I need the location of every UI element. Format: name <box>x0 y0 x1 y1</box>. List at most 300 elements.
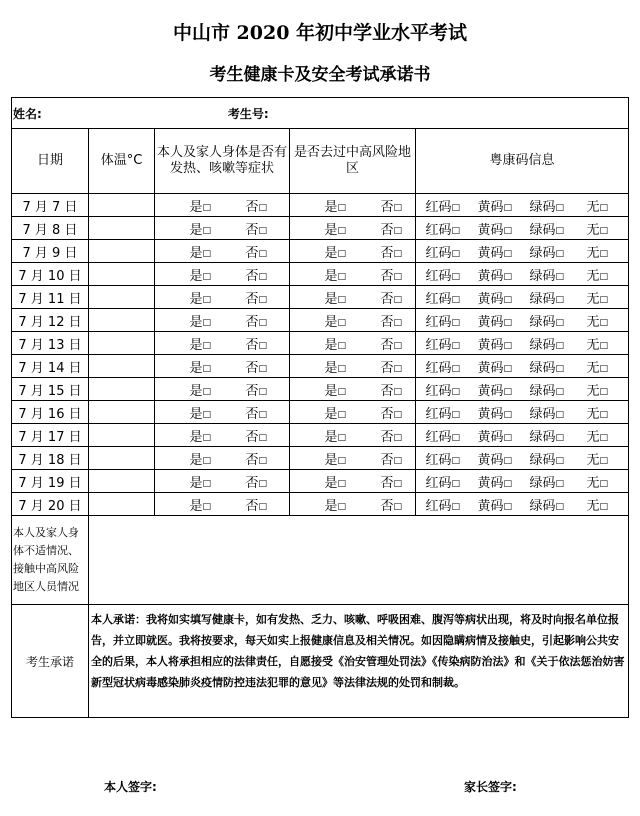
checkbox-icon[interactable]: □ <box>503 432 512 443</box>
green-code-option[interactable] <box>512 288 564 307</box>
yes-option[interactable] <box>290 403 346 422</box>
yes-option[interactable] <box>290 288 346 307</box>
yes-option[interactable] <box>290 426 346 445</box>
green-code-option[interactable] <box>512 449 564 468</box>
checkbox-icon[interactable]: □ <box>337 409 346 420</box>
checkbox-icon[interactable]: □ <box>555 501 564 512</box>
yellow-code-option[interactable] <box>460 288 512 307</box>
red-code-label: 红码 <box>425 406 452 422</box>
no-option[interactable] <box>211 196 267 215</box>
yellow-code-label: 黄码 <box>477 245 504 261</box>
yes-label: 是 <box>324 452 338 468</box>
no-code-option[interactable] <box>564 265 608 284</box>
name-row <box>12 98 629 129</box>
no-code-option[interactable] <box>564 311 608 330</box>
checkbox-icon[interactable]: □ <box>599 386 608 397</box>
green-code-option[interactable] <box>512 265 564 284</box>
yellow-code-label: 黄码 <box>477 268 504 284</box>
no-option[interactable] <box>346 357 402 376</box>
checkbox-icon[interactable]: □ <box>451 363 460 374</box>
checkbox-icon[interactable]: □ <box>202 317 211 328</box>
checkbox-icon[interactable]: □ <box>503 455 512 466</box>
no-code-option[interactable] <box>564 196 608 215</box>
no-option[interactable] <box>346 380 402 399</box>
yellow-code-option[interactable] <box>460 334 512 353</box>
checkbox-icon[interactable]: □ <box>202 340 211 351</box>
risk-answer-cell <box>290 309 416 332</box>
checkbox-icon[interactable]: □ <box>258 317 267 328</box>
yes-option[interactable] <box>155 334 211 353</box>
checkbox-icon[interactable]: □ <box>258 202 267 213</box>
green-code-option[interactable] <box>512 472 564 491</box>
checkbox-icon[interactable]: □ <box>599 248 608 259</box>
checkbox-icon[interactable]: □ <box>393 478 402 489</box>
checkbox-icon[interactable]: □ <box>393 340 402 351</box>
checkbox-icon[interactable]: □ <box>393 432 402 443</box>
no-option[interactable] <box>346 426 402 445</box>
yes-option[interactable] <box>155 311 211 330</box>
green-code-option[interactable] <box>512 357 564 376</box>
no-option[interactable] <box>346 449 402 468</box>
red-code-label: 红码 <box>425 452 452 468</box>
temperature-input[interactable] <box>89 286 155 309</box>
checkbox-icon[interactable]: □ <box>599 455 608 466</box>
checkbox-icon[interactable]: □ <box>202 501 211 512</box>
checkbox-icon[interactable]: □ <box>599 294 608 305</box>
no-code-option[interactable] <box>564 288 608 307</box>
checkbox-icon[interactable]: □ <box>451 409 460 420</box>
checkbox-icon[interactable]: □ <box>258 409 267 420</box>
checkbox-icon[interactable]: □ <box>451 294 460 305</box>
checkbox-icon[interactable]: □ <box>599 409 608 420</box>
checkbox-icon[interactable]: □ <box>599 478 608 489</box>
date-row <box>12 424 629 447</box>
checkbox-icon[interactable]: □ <box>202 271 211 282</box>
checkbox-icon[interactable]: □ <box>503 409 512 420</box>
checkbox-icon[interactable]: □ <box>503 340 512 351</box>
exam-number-label: 考生号: <box>227 106 269 121</box>
checkbox-icon[interactable]: □ <box>202 478 211 489</box>
checkbox-icon[interactable]: □ <box>503 501 512 512</box>
risk-answer-cell <box>290 378 416 401</box>
green-code-option[interactable] <box>512 403 564 422</box>
no-option[interactable] <box>346 196 402 215</box>
checkbox-icon[interactable]: □ <box>599 363 608 374</box>
temperature-input[interactable] <box>89 194 155 217</box>
checkbox-icon[interactable]: □ <box>555 271 564 282</box>
green-code-option[interactable] <box>512 242 564 261</box>
checkbox-icon[interactable]: □ <box>393 271 402 282</box>
checkbox-icon[interactable]: □ <box>599 340 608 351</box>
checkbox-icon[interactable]: □ <box>258 294 267 305</box>
checkbox-icon[interactable]: □ <box>451 248 460 259</box>
checkbox-icon[interactable]: □ <box>555 202 564 213</box>
red-code-option[interactable] <box>416 426 460 445</box>
green-code-option[interactable] <box>512 426 564 445</box>
checkbox-icon[interactable]: □ <box>503 317 512 328</box>
yellow-code-option[interactable] <box>460 357 512 376</box>
no-label: 否 <box>245 498 259 514</box>
date-row <box>12 217 629 240</box>
checkbox-icon[interactable]: □ <box>258 271 267 282</box>
green-code-option[interactable] <box>512 334 564 353</box>
checkbox-icon[interactable]: □ <box>503 225 512 236</box>
yes-option[interactable] <box>155 265 211 284</box>
no-code-option[interactable] <box>564 219 608 238</box>
temperature-input[interactable] <box>89 355 155 378</box>
checkbox-icon[interactable]: □ <box>337 271 346 282</box>
checkbox-icon[interactable]: □ <box>555 225 564 236</box>
yellow-code-option[interactable] <box>460 242 512 261</box>
checkbox-icon[interactable]: □ <box>555 317 564 328</box>
yes-option[interactable] <box>290 380 346 399</box>
yellow-code-option[interactable] <box>460 426 512 445</box>
checkbox-icon[interactable]: □ <box>555 455 564 466</box>
yellow-code-option[interactable] <box>460 311 512 330</box>
checkbox-icon[interactable]: □ <box>451 271 460 282</box>
checkbox-icon[interactable]: □ <box>337 501 346 512</box>
red-code-option[interactable] <box>416 219 460 238</box>
red-code-option[interactable] <box>416 311 460 330</box>
checkbox-icon[interactable]: □ <box>451 478 460 489</box>
risk-answer-cell <box>290 401 416 424</box>
no-option[interactable] <box>211 472 267 491</box>
checkbox-icon[interactable]: □ <box>451 340 460 351</box>
checkbox-icon[interactable]: □ <box>503 386 512 397</box>
checkbox-icon[interactable]: □ <box>258 455 267 466</box>
yellow-code-option[interactable] <box>460 219 512 238</box>
checkbox-icon[interactable]: □ <box>393 363 402 374</box>
no-label: 否 <box>245 291 259 307</box>
checkbox-icon[interactable]: □ <box>202 202 211 213</box>
red-code-option[interactable] <box>416 403 460 422</box>
yellow-code-option[interactable] <box>460 449 512 468</box>
no-option[interactable] <box>211 403 267 422</box>
checkbox-icon[interactable]: □ <box>337 248 346 259</box>
checkbox-icon[interactable]: □ <box>258 432 267 443</box>
checkbox-icon[interactable]: □ <box>393 248 402 259</box>
yes-option[interactable] <box>155 357 211 376</box>
green-code-label: 绿码 <box>529 475 556 491</box>
temperature-input[interactable] <box>89 447 155 470</box>
yellow-code-label: 黄码 <box>477 199 504 215</box>
yes-label: 是 <box>189 452 203 468</box>
yuekang-answer-cell <box>416 309 629 332</box>
no-code-label: 无 <box>586 475 600 491</box>
checkbox-icon[interactable]: □ <box>555 478 564 489</box>
condition-input[interactable] <box>89 516 629 605</box>
checkbox-icon[interactable]: □ <box>451 225 460 236</box>
condition-row <box>12 516 629 605</box>
red-code-option[interactable] <box>416 242 460 261</box>
no-label: 否 <box>380 383 394 399</box>
no-option[interactable] <box>346 219 402 238</box>
yes-label: 是 <box>189 291 203 307</box>
checkbox-icon[interactable]: □ <box>503 294 512 305</box>
checkbox-icon[interactable]: □ <box>202 432 211 443</box>
yes-option[interactable] <box>290 334 346 353</box>
checkbox-icon[interactable]: □ <box>337 478 346 489</box>
green-code-label: 绿码 <box>529 452 556 468</box>
yes-label: 是 <box>324 222 338 238</box>
form-subtitle: 考生健康卡及安全考试承诺书 <box>209 65 431 85</box>
no-label: 否 <box>380 360 394 376</box>
checkbox-icon[interactable]: □ <box>599 271 608 282</box>
green-code-label: 绿码 <box>529 429 556 445</box>
yes-option[interactable] <box>155 426 211 445</box>
checkbox-icon[interactable]: □ <box>258 478 267 489</box>
red-code-option[interactable] <box>416 288 460 307</box>
yuekang-answer-cell <box>416 401 629 424</box>
red-code-label: 红码 <box>425 429 452 445</box>
checkbox-icon[interactable]: □ <box>393 409 402 420</box>
no-option[interactable] <box>346 265 402 284</box>
yes-option[interactable] <box>290 311 346 330</box>
checkbox-icon[interactable]: □ <box>337 317 346 328</box>
checkbox-icon[interactable]: □ <box>337 340 346 351</box>
checkbox-icon[interactable]: □ <box>393 294 402 305</box>
yes-option[interactable] <box>155 495 211 514</box>
yes-option[interactable] <box>155 449 211 468</box>
checkbox-icon[interactable]: □ <box>451 432 460 443</box>
checkbox-icon[interactable]: □ <box>393 317 402 328</box>
green-code-option[interactable] <box>512 495 564 514</box>
no-label: 否 <box>245 360 259 376</box>
checkbox-icon[interactable]: □ <box>337 294 346 305</box>
red-code-option[interactable] <box>416 380 460 399</box>
no-code-option[interactable] <box>564 449 608 468</box>
temperature-input[interactable] <box>89 401 155 424</box>
checkbox-icon[interactable]: □ <box>503 363 512 374</box>
no-label: 否 <box>245 245 259 261</box>
no-option[interactable] <box>211 449 267 468</box>
yellow-code-label: 黄码 <box>477 383 504 399</box>
red-code-option[interactable] <box>416 472 460 491</box>
checkbox-icon[interactable]: □ <box>258 386 267 397</box>
no-label: 否 <box>380 498 394 514</box>
fever-answer-cell <box>155 424 290 447</box>
fever-answer-cell <box>155 332 290 355</box>
checkbox-icon[interactable]: □ <box>393 501 402 512</box>
risk-answer-cell <box>290 355 416 378</box>
checkbox-icon[interactable]: □ <box>202 363 211 374</box>
yes-option[interactable] <box>290 472 346 491</box>
temperature-input[interactable] <box>89 378 155 401</box>
yes-option[interactable] <box>290 357 346 376</box>
checkbox-icon[interactable]: □ <box>337 202 346 213</box>
checkbox-icon[interactable]: □ <box>451 202 460 213</box>
yellow-code-option[interactable] <box>460 265 512 284</box>
checkbox-icon[interactable]: □ <box>555 409 564 420</box>
no-option[interactable] <box>346 495 402 514</box>
yes-option[interactable] <box>155 288 211 307</box>
no-label: 否 <box>245 268 259 284</box>
no-label: 否 <box>380 429 394 445</box>
no-label: 否 <box>245 452 259 468</box>
no-code-option[interactable] <box>564 242 608 261</box>
no-option[interactable] <box>346 311 402 330</box>
checkbox-icon[interactable]: □ <box>202 409 211 420</box>
no-option[interactable] <box>211 288 267 307</box>
temperature-input[interactable] <box>89 332 155 355</box>
checkbox-icon[interactable]: □ <box>337 225 346 236</box>
no-option[interactable] <box>211 311 267 330</box>
yes-option[interactable] <box>155 472 211 491</box>
no-option[interactable] <box>211 357 267 376</box>
no-option[interactable] <box>211 265 267 284</box>
checkbox-icon[interactable]: □ <box>503 478 512 489</box>
checkbox-icon[interactable]: □ <box>258 501 267 512</box>
checkbox-icon[interactable]: □ <box>599 317 608 328</box>
checkbox-icon[interactable]: □ <box>393 202 402 213</box>
red-code-option[interactable] <box>416 357 460 376</box>
yes-option[interactable] <box>290 449 346 468</box>
no-option[interactable] <box>211 242 267 261</box>
yes-option[interactable] <box>155 403 211 422</box>
yes-option[interactable] <box>155 242 211 261</box>
temperature-input[interactable] <box>89 263 155 286</box>
no-option[interactable] <box>211 380 267 399</box>
checkbox-icon[interactable]: □ <box>555 248 564 259</box>
yellow-code-label: 黄码 <box>477 222 504 238</box>
no-option[interactable] <box>211 334 267 353</box>
checkbox-icon[interactable]: □ <box>599 202 608 213</box>
no-code-option[interactable] <box>564 495 608 514</box>
date-cell: 7 月 15 日 <box>12 378 89 401</box>
checkbox-icon[interactable]: □ <box>503 271 512 282</box>
red-code-option[interactable] <box>416 265 460 284</box>
yellow-code-label: 黄码 <box>477 498 504 514</box>
green-code-option[interactable] <box>512 311 564 330</box>
temperature-input[interactable] <box>89 493 155 516</box>
yes-option[interactable] <box>290 495 346 514</box>
fever-answer-cell <box>155 401 290 424</box>
checkbox-icon[interactable]: □ <box>555 340 564 351</box>
yes-option[interactable] <box>290 265 346 284</box>
checkbox-icon[interactable]: □ <box>503 202 512 213</box>
no-code-label: 无 <box>586 291 600 307</box>
yes-option[interactable] <box>155 196 211 215</box>
checkbox-icon[interactable]: □ <box>202 225 211 236</box>
red-code-option[interactable] <box>416 495 460 514</box>
name-cell[interactable] <box>12 98 629 129</box>
no-option[interactable] <box>346 288 402 307</box>
checkbox-icon[interactable]: □ <box>503 248 512 259</box>
checkbox-icon[interactable]: □ <box>337 386 346 397</box>
checkbox-icon[interactable]: □ <box>393 225 402 236</box>
temperature-input[interactable] <box>89 309 155 332</box>
temperature-input[interactable] <box>89 470 155 493</box>
checkbox-icon[interactable]: □ <box>451 455 460 466</box>
date-row <box>12 355 629 378</box>
header-yuekang-code: 粤康码信息 <box>416 129 629 194</box>
checkbox-icon[interactable]: □ <box>258 340 267 351</box>
checkbox-icon[interactable]: □ <box>202 455 211 466</box>
no-option[interactable] <box>211 495 267 514</box>
no-option[interactable] <box>211 426 267 445</box>
checkbox-icon[interactable]: □ <box>555 294 564 305</box>
checkbox-icon[interactable]: □ <box>258 363 267 374</box>
green-code-option[interactable] <box>512 196 564 215</box>
checkbox-icon[interactable]: □ <box>337 363 346 374</box>
checkbox-icon[interactable]: □ <box>393 386 402 397</box>
no-code-option[interactable] <box>564 426 608 445</box>
no-option[interactable] <box>346 403 402 422</box>
checkbox-icon[interactable]: □ <box>451 386 460 397</box>
yellow-code-label: 黄码 <box>477 475 504 491</box>
yes-option[interactable] <box>290 196 346 215</box>
temperature-input[interactable] <box>89 240 155 263</box>
yuekang-answer-cell <box>416 332 629 355</box>
no-label: 否 <box>380 337 394 353</box>
date-row <box>12 286 629 309</box>
checkbox-icon[interactable]: □ <box>451 501 460 512</box>
checkbox-icon[interactable]: □ <box>337 455 346 466</box>
yes-label: 是 <box>324 429 338 445</box>
red-code-option[interactable] <box>416 334 460 353</box>
checkbox-icon[interactable]: □ <box>337 432 346 443</box>
checkbox-icon[interactable]: □ <box>599 501 608 512</box>
checkbox-icon[interactable]: □ <box>393 455 402 466</box>
header-fever-symptoms: 本人及家人身体是否有发热、咳嗽等症状 <box>155 129 290 194</box>
green-code-option[interactable] <box>512 380 564 399</box>
yellow-code-option[interactable] <box>460 196 512 215</box>
yellow-code-option[interactable] <box>460 495 512 514</box>
red-code-option[interactable] <box>416 449 460 468</box>
yes-option[interactable] <box>290 242 346 261</box>
checkbox-icon[interactable]: □ <box>258 225 267 236</box>
no-code-option[interactable] <box>564 380 608 399</box>
checkbox-icon[interactable]: □ <box>202 386 211 397</box>
no-code-option[interactable] <box>564 357 608 376</box>
temperature-input[interactable] <box>89 217 155 240</box>
yellow-code-option[interactable] <box>460 403 512 422</box>
green-code-label: 绿码 <box>529 314 556 330</box>
yes-option[interactable] <box>155 380 211 399</box>
no-option[interactable] <box>346 334 402 353</box>
yellow-code-option[interactable] <box>460 472 512 491</box>
checkbox-icon[interactable]: □ <box>599 432 608 443</box>
red-code-option[interactable] <box>416 196 460 215</box>
checkbox-icon[interactable]: □ <box>258 248 267 259</box>
yellow-code-option[interactable] <box>460 380 512 399</box>
yes-label: 是 <box>189 245 203 261</box>
checkbox-icon[interactable]: □ <box>555 432 564 443</box>
checkbox-icon[interactable]: □ <box>555 386 564 397</box>
temperature-input[interactable] <box>89 424 155 447</box>
no-code-option[interactable] <box>564 334 608 353</box>
checkbox-icon[interactable]: □ <box>202 294 211 305</box>
yes-option[interactable] <box>290 219 346 238</box>
no-label: 否 <box>245 383 259 399</box>
date-row <box>12 447 629 470</box>
no-option[interactable] <box>346 242 402 261</box>
checkbox-icon[interactable]: □ <box>451 317 460 328</box>
no-option[interactable] <box>211 219 267 238</box>
checkbox-icon[interactable]: □ <box>202 248 211 259</box>
fever-answer-cell <box>155 194 290 217</box>
no-code-option[interactable] <box>564 403 608 422</box>
green-code-option[interactable] <box>512 219 564 238</box>
no-code-label: 无 <box>586 429 600 445</box>
date-row <box>12 194 629 217</box>
health-card-table <box>11 97 629 718</box>
checkbox-icon[interactable]: □ <box>555 363 564 374</box>
no-code-option[interactable] <box>564 472 608 491</box>
checkbox-icon[interactable]: □ <box>599 225 608 236</box>
no-option[interactable] <box>346 472 402 491</box>
yes-option[interactable] <box>155 219 211 238</box>
